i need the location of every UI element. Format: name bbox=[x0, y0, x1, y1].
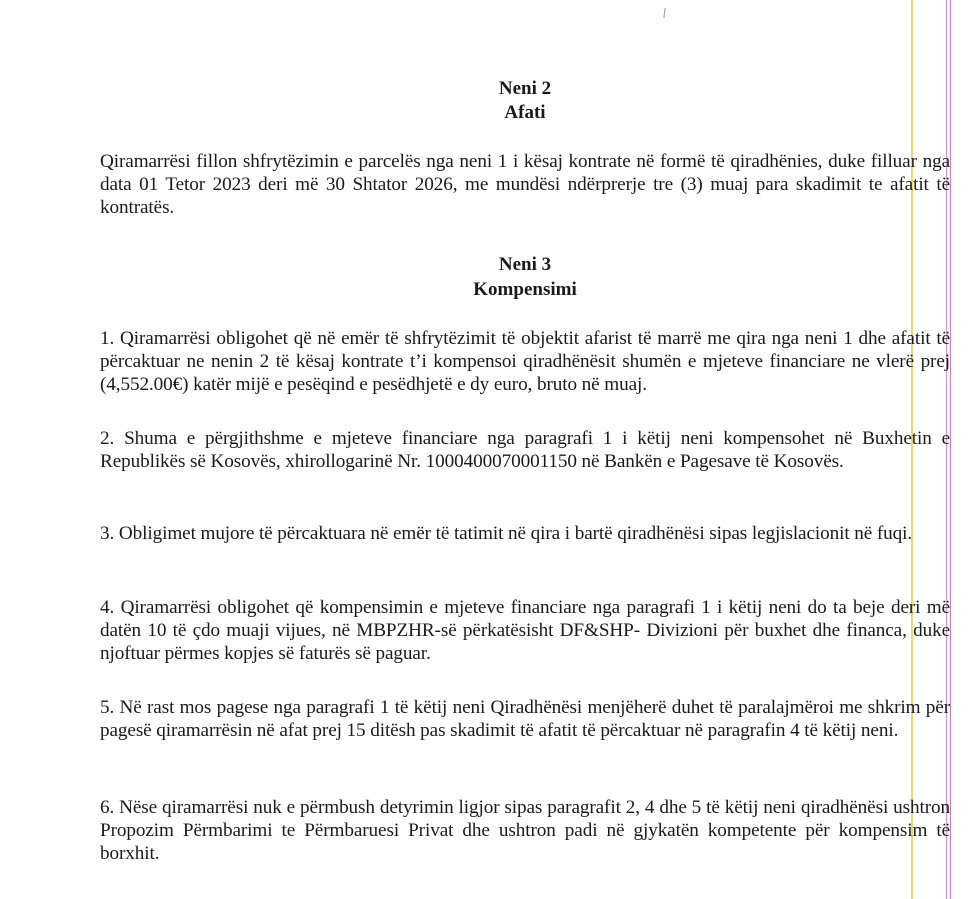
scan-speck bbox=[663, 8, 665, 18]
article-2-number: Neni 2 bbox=[498, 78, 552, 99]
article-3-paragraph-2: 2. Shuma e përgjithshme e mjeteve financiare nga paragrafi 1 i këtij neni kompensohet në Buxhetin e Republikës së Kosovës, xhirollogarinë Nr. 1000400070001150 në Bankën e Pagesave të Kosovës. bbox=[100, 428, 950, 472]
article-3-paragraph-5: 5. Në rast mos pagese nga paragrafi 1 të këtij neni Qiradhënësi menjëherë duhet të paralajmëroi me shkrim për pagesë qiramarrësin në afat prej 15 ditësh pas skadimit të afatit të përcaktuar në paragrafin 4 të këtij neni. bbox=[100, 697, 950, 741]
article-3-paragraph-3: 3. Obligimet mujore të përcaktuara në emër të tatimit në qira i bartë qiradhënësi sipas legjislacionit në fuqi. bbox=[100, 523, 913, 544]
article-3-paragraph-4: 4. Qiramarrësi obligohet që kompensimin e mjeteve financiare nga paragrafi 1 i këtij neni do ta beje deri më datën 10 të çdo muaji vijues, në MBPZHR-së përkatësisht DF&SHP- Divizioni për buxhet dhe financa, duke njoftuar përmes kopjes së faturës së paguar. bbox=[100, 597, 950, 664]
article-3-number: Neni 3 bbox=[498, 254, 552, 275]
article-3-paragraph-6: 6. Nëse qiramarrësi nuk e përmbush detyrimin ligjor sipas paragrafit 2, 4 dhe 5 të këtij neni qiradhënësi ushtron Propozim Përmbarimi te Përmbaruesi Privat dhe ushtron padi në gjykatën kompetente për kompensim të borxhit. bbox=[100, 797, 950, 864]
margin-line-pink-2 bbox=[950, 0, 951, 899]
article-3-paragraph-1: 1. Qiramarrësi obligohet që në emër të shfrytëzimit të objektit afarist të marrë me qira nga neni 1 dhe afatit të përcaktuar ne nenin 2 të kësaj kontrate t’i kompensoi qiradhënësit shumën e mjeteve financiare ne vlerë prej (4,552.00€) katër mijë e pesëqind e pesëdhjetë e dy euro, bruto në muaj. bbox=[100, 328, 950, 395]
article-3-title: Kompensimi bbox=[473, 279, 577, 300]
article-2-title: Afati bbox=[504, 102, 546, 123]
article-2-text: Qiramarrësi fillon shfrytëzimin e parcelës nga neni 1 i kësaj kontrate në formë të qiradhënies, duke filluar nga data 01 Tetor 2023 deri më 30 Shtator 2026, me mundësi ndërprerje tre (3) muaj para skadimit te afatit të kontratës. bbox=[100, 151, 950, 218]
